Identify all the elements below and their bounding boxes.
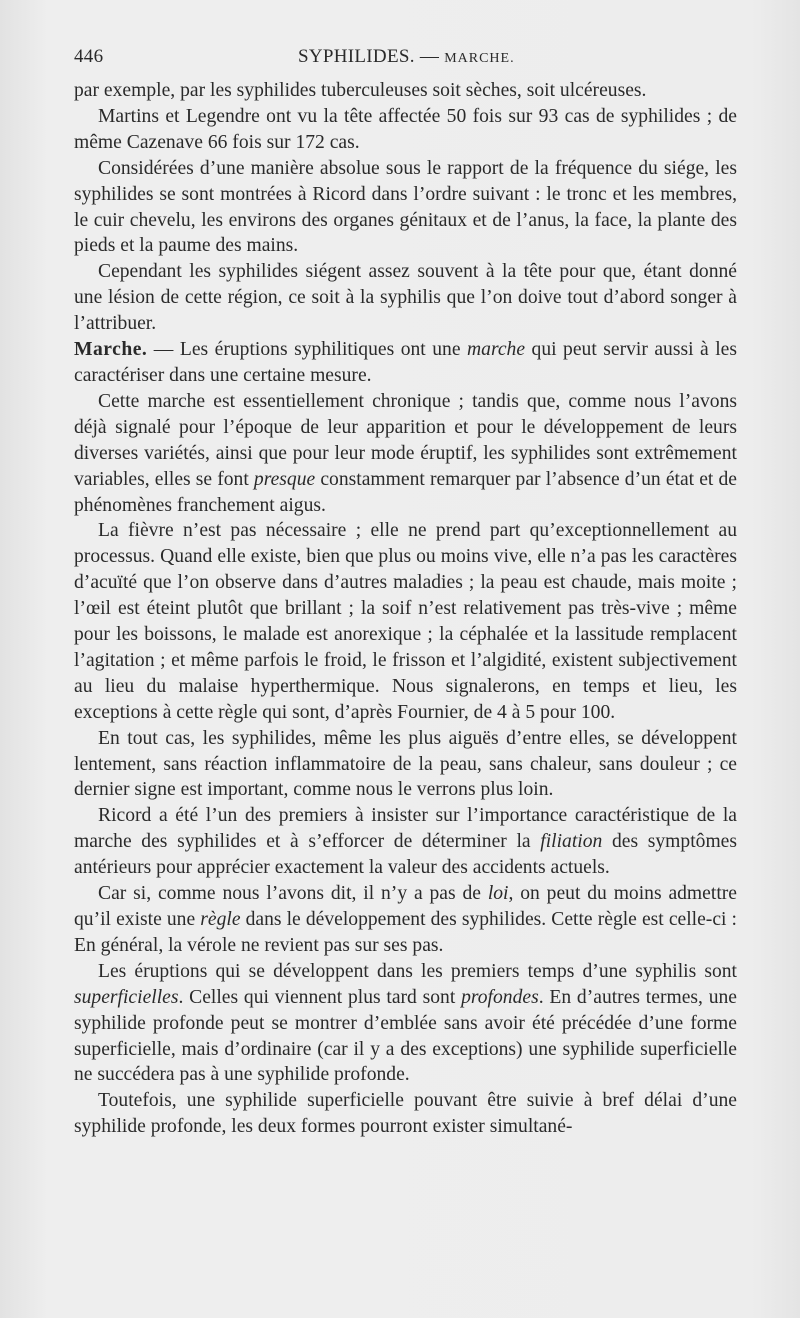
paragraph [74,881,737,959]
paragraph [74,959,737,1089]
paragraph: Toutefois, une syphilide superficielle pouvant être suivie à bref délai d’une syphilide profonde, les deux formes pourront exister simultané- [74,1090,737,1138]
paragraph: par exemple, par les syphilides tuberculeuses soit sèches, soit ulcéreuses. [74,80,647,101]
paragraph-text: qui peut servir aussi à les caractériser dans une certaine mesure. [74,339,737,386]
italic-term: superficielles [74,986,179,1008]
paragraph-text: des symptômes antérieurs pour apprécier exactement la valeur des accidents actuels. [74,831,738,879]
paragraph-text: . Celles qui viennent plus tard sont [178,986,462,1008]
paragraph: Considérées d’une manière absolue sous le rapport de la fréquence du siége, les syphilides se sont montrées à Ricord dans l’ordre suivant : le tronc et les membres, le cuir chevelu, les environs des organes génitaux et de l’anus, la face, la plante des pieds et la paume des mains. [74,157,737,257]
paragraph: La fièvre n’est pas nécessaire ; elle ne prend part qu’exceptionnellement au processus. Quand elle existe, bien que plus ou moins vive, elle n’a pas les caractères d’acuïté que l’on observe dans d’autres maladies ; la peau est chaude, mais moite ; l’œil est éteint plutôt que brillant ; la soif n’est relativement pas très-vive ; même pour les boissons, le malade est anorexique ; la céphalée et la lassitude remplacent l’agitation ; et même parfois le froid, le frisson et l’algidité, existent subjectivement au lieu du malaise hyperthermique. Nous signalerons, en temps et lieu, les exceptions à cette règle qui sont, d’après Fournier, de 4 à 5 pour 100. [74,520,737,723]
italic-term: filiation [540,831,603,853]
paragraph-text: , on peut du moins admettre qu’il existe une [74,883,737,930]
paragraph: Martins et Legendre ont vu la tête affectée 50 fois sur 93 cas de syphilides ; de même Cazenave 66 fois sur 172 cas. [74,105,737,153]
italic-term: loi [487,883,509,905]
paragraph-text: constamment remarquer par l’absence d’un état et de phénomènes franchement aigus. [74,468,737,516]
running-title [298,46,515,68]
paragraph-text: . En d’autres termes, une syphilide profonde peut se montrer d’emblée sans avoir été précédée d’une forme superficielle, mais d’ordinaire (car il y a des exceptions) une syphilide superficielle ne succédera pas à une syphilide profonde. [74,986,737,1086]
paragraph: Cependant les syphilides siégent assez souvent à la tête pour que, étant donné une lésion de cette région, ce soit à la syphilis que l’on doive tout d’abord songer à l’attribuer. [74,261,737,335]
running-title-dash: — [414,46,445,67]
italic-term: profondes [461,986,539,1008]
italic-term: règle [200,909,241,930]
paragraph: En tout cas, les syphilides, même les plus aiguës d’entre elles, se développent lentement, sans réaction inflammatoire de la peau, sans chaleur, sans douleur ; ce dernier signe est important, comme nous le verrons plus loin. [74,727,737,801]
running-title-section: MARCHE. [444,51,515,66]
paragraph-text: Les éruptions qui se développent dans les premiers temps d’une syphilis sont [98,960,737,982]
running-title-main: SYPHILIDES. [298,46,415,67]
body-text [74,78,737,1140]
page-number: 446 [74,46,104,67]
running-header [74,42,737,78]
italic-term: presque [253,468,316,490]
paragraph [74,389,737,519]
paragraph [74,803,737,881]
paragraph-text: Ricord a été l’un des premiers à insister sur l’importance caractéristique de la marche des syphilides et à s’efforcer de déterminer la [74,805,737,853]
section-heading: Marche. [74,339,148,361]
italic-term: marche [467,339,526,361]
paragraph-marche [74,337,737,389]
paragraph-text: — Les éruptions syphilitiques ont une [147,339,467,361]
paragraph-text: dans le développement des syphilides. Cette règle est celle-ci : En général, la vérole ne revient pas sur ses pas. [74,909,737,956]
paragraph-text: Cette marche est essentiellement chronique ; tandis que, comme nous l’avons déjà signalé pour l’époque de leur apparition et pour le développement de leurs diverses variétés, ainsi que pour leur mode éruptif, les syphilides sont extrêmement variables, elles se font [74,390,737,490]
paragraph-text: Car si, comme nous l’avons dit, il n’y a pas de [98,883,488,905]
